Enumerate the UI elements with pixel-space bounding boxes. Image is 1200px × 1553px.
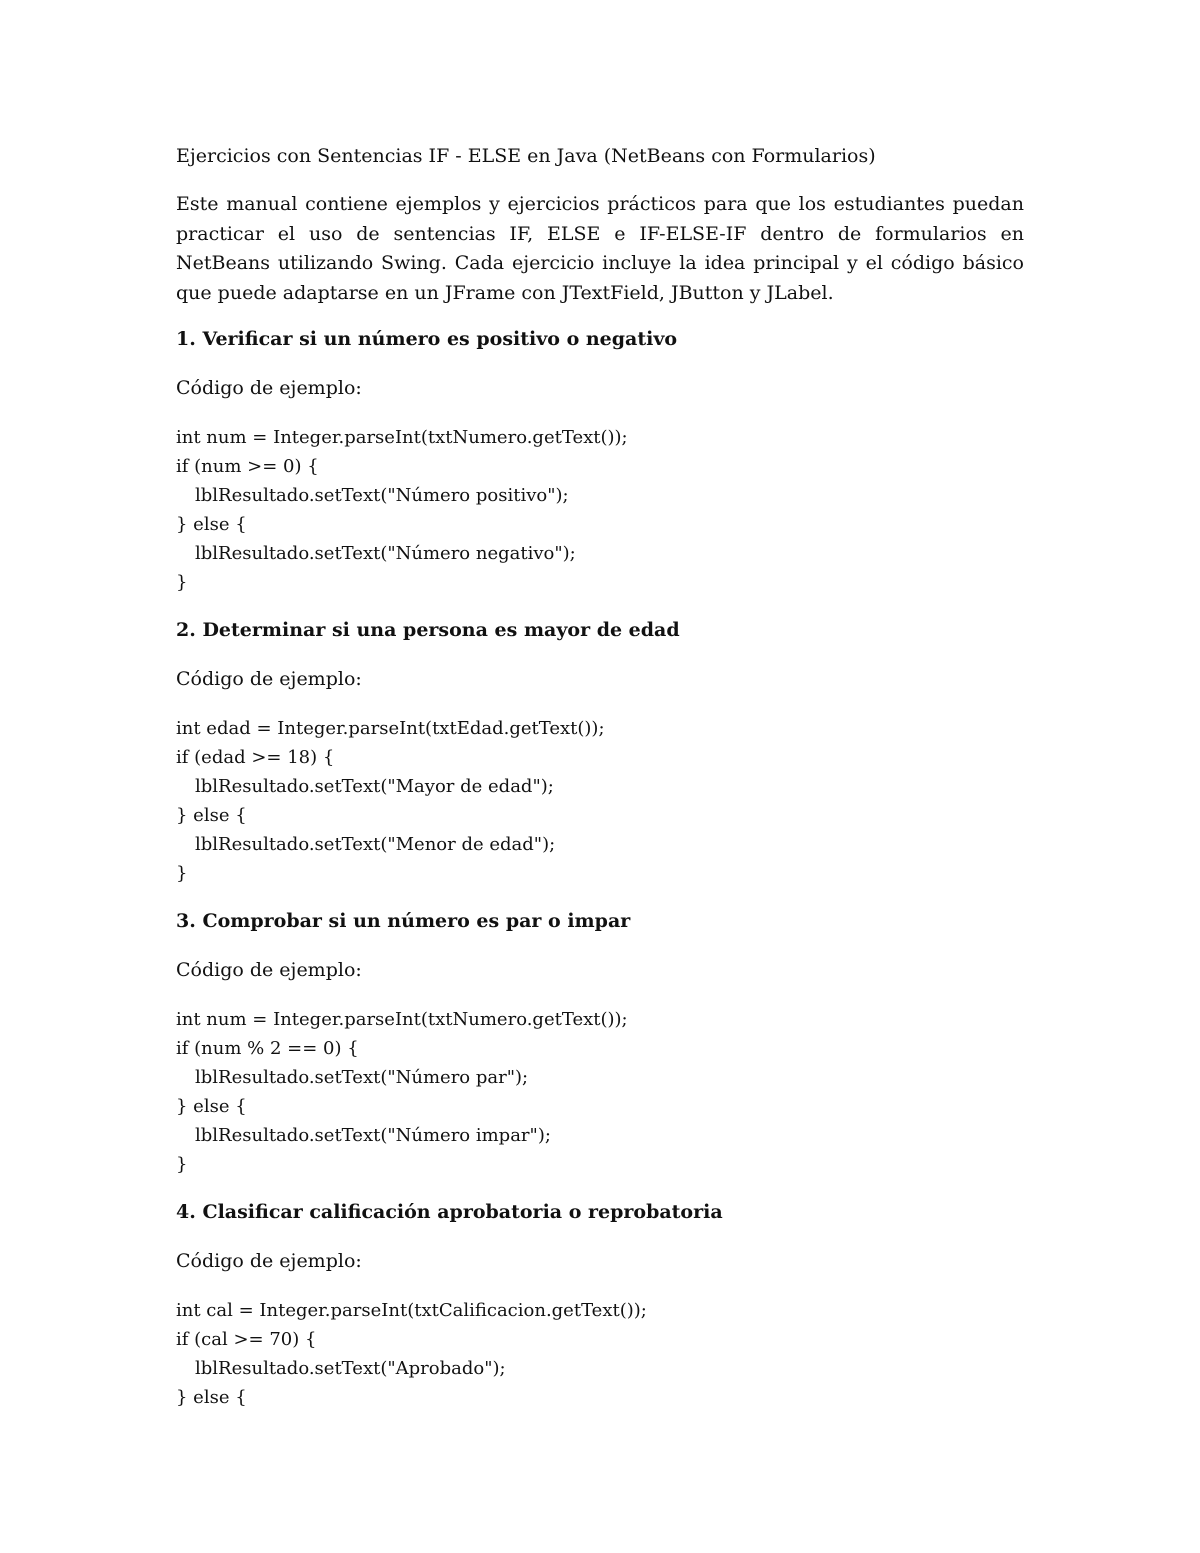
code-example-label: Código de ejemplo: (176, 668, 362, 690)
code-example-label: Código de ejemplo: (176, 1250, 362, 1272)
intro-paragraph: Este manual contiene ejemplos y ejercicios prácticos para que los estudiantes puedan practicar el uso de sentencias IF, ELSE e IF-ELSE-IF dentro de formularios en NetBeans utilizando Swing. Cada ejercicio incluye la idea principal y el código básico que puede adaptarse en un JFrame con JTextField, JButton y JLabel. (176, 193, 1024, 304)
code-line: lblResultado.setText("Mayor de edad"); (195, 776, 554, 797)
code-line: } else { (176, 1387, 247, 1408)
code-line: } else { (176, 1096, 247, 1117)
code-line: lblResultado.setText("Menor de edad"); (195, 834, 556, 855)
code-line: lblResultado.setText("Número positivo"); (195, 485, 569, 506)
code-line: lblResultado.setText("Número negativo"); (195, 543, 576, 564)
exercise-section-4 (176, 1199, 1024, 1412)
code-block (176, 714, 1024, 888)
code-line: if (edad >= 18) { (176, 747, 335, 768)
code-line: lblResultado.setText("Número par"); (195, 1067, 529, 1088)
code-line: } else { (176, 805, 247, 826)
code-line: } (176, 572, 188, 593)
code-block (176, 423, 1024, 597)
code-line: } (176, 1154, 188, 1175)
exercise-heading: 3. Comprobar si un número es par o impar (176, 910, 631, 932)
code-line: lblResultado.setText("Número impar"); (195, 1125, 551, 1146)
exercise-heading: 1. Verificar si un número es positivo o negativo (176, 328, 678, 350)
exercise-section-3 (176, 908, 1024, 1179)
code-line: int cal = Integer.parseInt(txtCalificacion.getText()); (176, 1300, 647, 1321)
exercise-heading: 2. Determinar si una persona es mayor de edad (176, 619, 680, 641)
code-line: if (num >= 0) { (176, 456, 319, 477)
code-line: if (num % 2 == 0) { (176, 1038, 359, 1059)
code-line: } (176, 863, 188, 884)
exercise-heading: 4. Clasificar calificación aprobatoria o reprobatoria (176, 1201, 723, 1223)
code-example-label: Código de ejemplo: (176, 377, 362, 399)
exercise-section-2 (176, 617, 1024, 888)
code-line: int edad = Integer.parseInt(txtEdad.getText()); (176, 718, 605, 739)
code-example-label: Código de ejemplo: (176, 959, 362, 981)
document-title: Ejercicios con Sentencias IF - ELSE en Java (NetBeans con Formularios) (176, 145, 876, 167)
code-line: int num = Integer.parseInt(txtNumero.getText()); (176, 1009, 628, 1030)
code-block (176, 1005, 1024, 1179)
exercise-section-1 (176, 326, 1024, 597)
code-line: } else { (176, 514, 247, 535)
code-block (176, 1296, 1024, 1412)
code-line: lblResultado.setText("Aprobado"); (195, 1358, 506, 1379)
code-line: if (cal >= 70) { (176, 1329, 317, 1350)
code-line: int num = Integer.parseInt(txtNumero.getText()); (176, 427, 628, 448)
